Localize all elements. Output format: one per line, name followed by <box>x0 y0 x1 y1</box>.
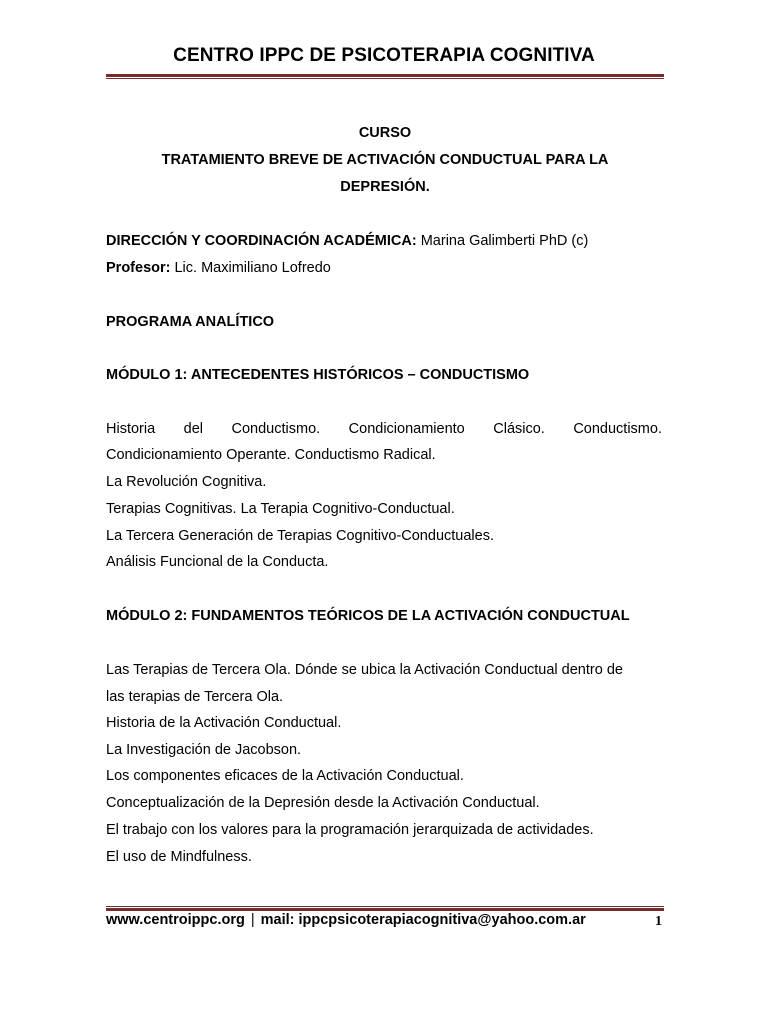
module-2-line: Historia de la Activación Conductual. <box>106 715 342 731</box>
module-1-line: Condicionamiento Operante. Conductismo Radical. <box>106 447 436 463</box>
direction-line <box>106 233 662 249</box>
module-1-word: Historia <box>106 421 156 437</box>
direction-value: Marina Galimberti PhD (c) <box>416 233 589 249</box>
page-number: 1 <box>655 914 662 929</box>
module-1-word: Conductismo. <box>573 421 662 437</box>
module-2-line: La Investigación de Jacobson. <box>106 742 302 758</box>
professor-line <box>106 260 662 276</box>
module-2-line: El trabajo con los valores para la programación jerarquizada de actividades. <box>106 822 594 838</box>
footer-divider <box>106 906 664 911</box>
module-1-word: Clásico. <box>493 421 545 437</box>
course-title-line-2: DEPRESIÓN. <box>340 179 430 195</box>
footer-contact <box>106 912 664 928</box>
module-2-line: las terapias de Tercera Ola. <box>106 689 284 705</box>
program-heading: PROGRAMA ANALÍTICO <box>106 314 275 330</box>
module-2-line: Los componentes eficaces de la Activación Conductual. <box>106 768 464 784</box>
module-2-line: Las Terapias de Tercera Ola. Dónde se ubica la Activación Conductual dentro de <box>106 662 623 678</box>
page-header-title: CENTRO IPPC DE PSICOTERAPIA COGNITIVA <box>173 45 595 66</box>
footer-website[interactable]: www.centroippc.org <box>106 912 245 928</box>
module-2-line: El uso de Mindfulness. <box>106 849 252 865</box>
module-2-heading: MÓDULO 2: FUNDAMENTOS TEÓRICOS DE LA ACTIVACIÓN CONDUCTUAL <box>106 608 630 624</box>
header-divider <box>106 74 664 79</box>
module-1-line: Análisis Funcional de la Conducta. <box>106 554 329 570</box>
professor-value: Lic. Maximiliano Lofredo <box>170 260 331 276</box>
module-1-line: La Revolución Cognitiva. <box>106 474 267 490</box>
module-1-word: Conductismo. <box>231 421 321 437</box>
module-1-line: Terapias Cognitivas. La Terapia Cognitivo-Conductual. <box>106 501 455 517</box>
module-1-word: Condicionamiento <box>348 421 465 437</box>
footer-mail[interactable]: mail: ippcpsicoterapiacognitiva@yahoo.com.ar <box>260 912 586 928</box>
direction-label: DIRECCIÓN Y COORDINACIÓN ACADÉMICA: <box>106 233 417 249</box>
course-title-line-1: TRATAMIENTO BREVE DE ACTIVACIÓN CONDUCTUAL PARA LA <box>161 152 609 168</box>
module-1-first-line <box>106 421 662 437</box>
course-label: CURSO <box>358 125 412 141</box>
module-1-line: La Tercera Generación de Terapias Cognitivo-Conductuales. <box>106 528 494 544</box>
footer-separator: | <box>250 912 255 928</box>
professor-label: Profesor: <box>106 260 171 276</box>
module-1-word: del <box>183 421 204 437</box>
module-2-line: Conceptualización de la Depresión desde la Activación Conductual. <box>106 795 540 811</box>
module-1-heading: MÓDULO 1: ANTECEDENTES HISTÓRICOS – CONDUCTISMO <box>106 367 530 383</box>
